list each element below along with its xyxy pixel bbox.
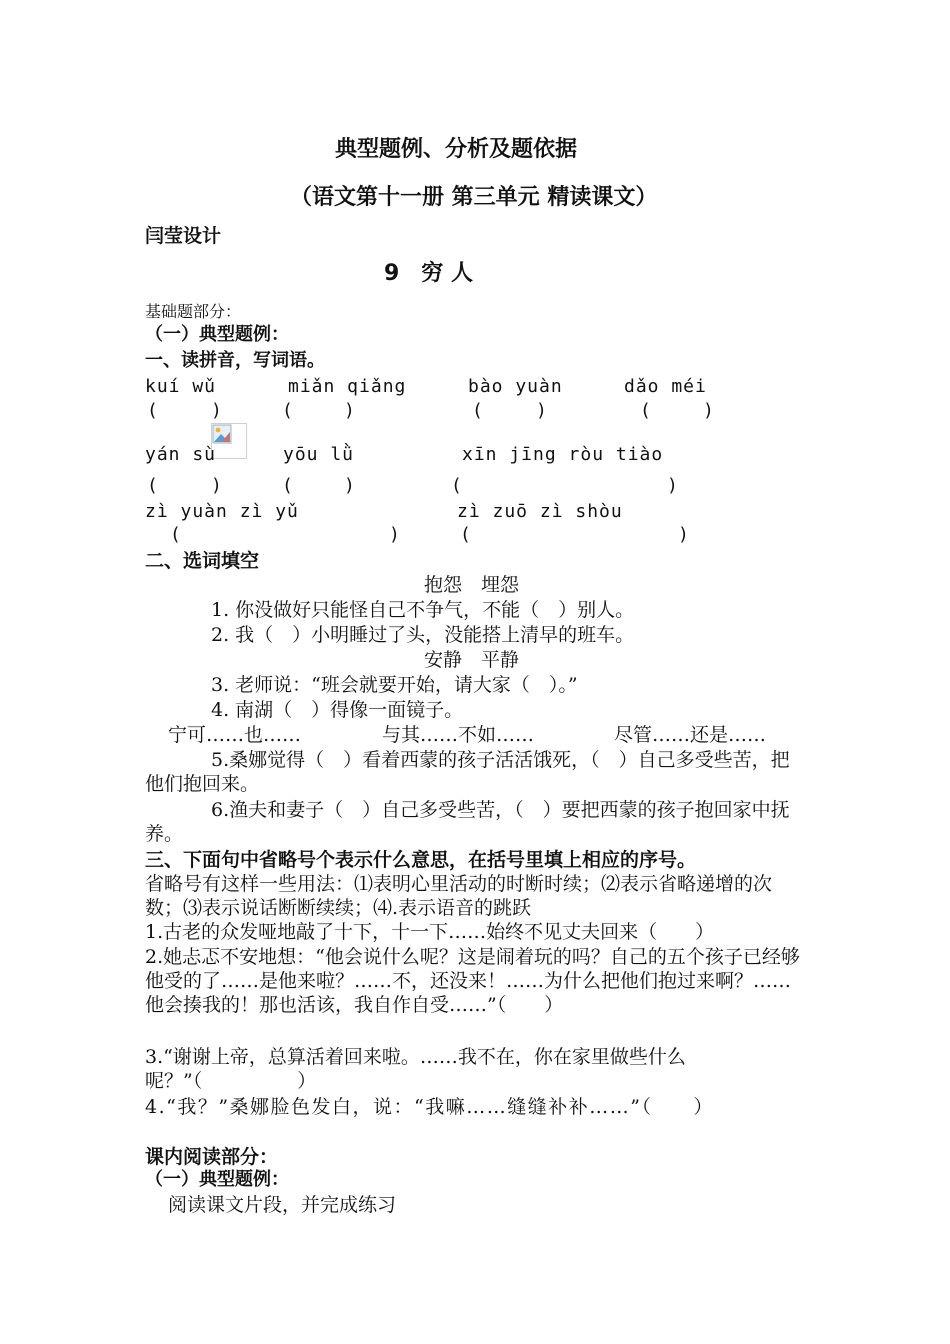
answer-paren-open: ( [472, 400, 484, 421]
exercise-item: 1. 你没做好只能怪自己不争气，不能（ ）别人。 [211, 599, 635, 621]
answer-paren-close: ) [211, 400, 223, 421]
broken-image-icon [211, 423, 247, 459]
q3-intro: 省略号有这样一些用法：⑴表明心里活动的时断时续；⑵表示省略递增的次数；⑶表示说话断断续续；⑷.表示语音的跳跃 [145, 873, 773, 919]
answer-paren-close: ) [703, 400, 715, 421]
exercise-item: 6.渔夫和妻子（ ）自己多受些苦，（ ）要把西蒙的孩子抱回家中抚养。 [145, 799, 790, 845]
exercise-item: 3. 老师说：“班会就要开始，请大家（ ）。” [211, 674, 578, 696]
exercise-item: 5.桑娜觉得（ ）看着西蒙的孩子活活饿死，（ ）自己多受些苦，把他们抱回来。 [145, 749, 790, 795]
pinyin-item: zì yuàn zì yǔ [145, 501, 299, 522]
word-group: 尽管……还是…… [614, 724, 767, 746]
answer-paren-close: ) [536, 400, 548, 421]
answer-paren-close: ) [667, 475, 679, 496]
q2-heading: 二、选词填空 [145, 550, 260, 572]
answer-paren-close: ) [678, 524, 690, 545]
answer-paren-close: ) [344, 400, 356, 421]
word-group: 抱怨 埋怨 [424, 574, 520, 596]
exercise-item: 2.她忐忑不安地想：“他会说什么呢？这是闹着玩的吗？自己的五个孩子已经够他受的了……是他来啦？……不，还没来！……为什么把他们抱过来啊？……他会揍我的！那也活该，我自作自受……”（ ） [145, 946, 800, 1016]
word-group: 安静 平静 [424, 649, 520, 671]
exercise-item: 4.“我？”桑娜脸色发白，说：“我嘛……缝缝补补……”（ ） [145, 1096, 714, 1118]
exercise-item: 1.古老的众发哑地敲了十下，十一下……始终不见丈夫回来（ ） [145, 921, 715, 943]
lesson-title: 9 穷 人 [384, 261, 473, 286]
answer-paren-open: ( [640, 400, 652, 421]
word-group: 与其……不如…… [382, 724, 535, 746]
exercise-item: 3.“谢谢上帝，总算活着回来啦。……我不在，你在家里做些什么呢？”（ ） [145, 1046, 686, 1092]
document-subtitle: （语文第十一册 第三单元 精读课文） [290, 185, 658, 210]
answer-paren-open: ( [460, 524, 472, 545]
basic-examples-label: （一）典型题例： [145, 324, 289, 345]
pinyin-item: bào yuàn [468, 376, 563, 397]
pinyin-item: xīn jīng ròu tiào [462, 444, 664, 465]
pinyin-item: kuí wǔ [145, 376, 217, 397]
q3-heading: 三、下面句中省略号个表示什么意思，在括号里填上相应的序号。 [145, 849, 697, 871]
pinyin-item: miǎn qiǎng [288, 376, 407, 397]
document-title: 典型题例、分析及题依据 [335, 137, 578, 162]
answer-paren-open: ( [451, 475, 463, 496]
exercise-item: 4. 南湖（ ）得像一面镜子。 [211, 699, 464, 721]
author-line: 闫莹设计 [145, 225, 222, 247]
pinyin-item: zì zuō zì shòu [457, 501, 623, 522]
pinyin-item: yán sù [145, 444, 217, 465]
answer-paren-close: ) [344, 475, 356, 496]
pinyin-item: yōu lǜ [283, 444, 355, 465]
exercise-item: 2. 我（ ）小明睡过了头，没能搭上清早的班车。 [211, 624, 635, 646]
answer-paren-open: ( [282, 475, 294, 496]
basic-section-label: 基础题部分： [145, 302, 242, 321]
answer-paren-close: ) [389, 524, 401, 545]
answer-paren-open: ( [170, 524, 182, 545]
answer-paren-open: ( [282, 400, 294, 421]
q1-heading: 一、读拼音，写词语。 [145, 350, 325, 371]
answer-paren-open: ( [147, 400, 159, 421]
word-group: 宁可……也…… [168, 724, 302, 746]
pinyin-item: dǎo méi [624, 376, 707, 397]
reading-section-label: 课内阅读部分： [145, 1146, 279, 1168]
reading-examples-label: （一）典型题例： [145, 1169, 289, 1190]
answer-paren-close: ) [211, 475, 223, 496]
answer-paren-open: ( [147, 475, 159, 496]
reading-instruction: 阅读课文片段，并完成练习 [168, 1194, 397, 1216]
